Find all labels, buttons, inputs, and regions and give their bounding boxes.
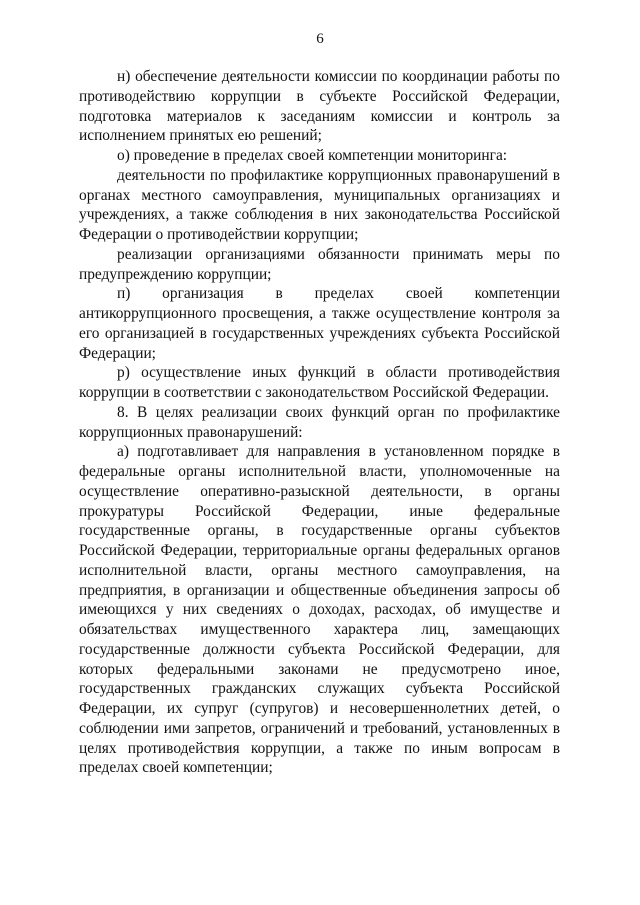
paragraph-o-monitoring: о) проведение в пределах своей компетенции мониторинга:	[117, 147, 508, 164]
paragraph-n-commission-activity: н) обеспечение деятельности комиссии по координации работы по противодействию коррупции в субъекте Российской Федерации, подготовка материалов к заседаниям комиссии и контроль за исполнением принятых ею решений;	[79, 68, 560, 145]
paragraph-r-other-functions: р) осуществление иных функций в области противодействия коррупции в соответствии с законодательством Российской Федерации.	[79, 364, 560, 401]
paragraph-p-anticorruption-education: п) организация в пределах своей компетенции антикоррупционного просвещения, а также осуществление контроля за его организацией в государственных учреждениях субъекта Российской Федерации;	[79, 285, 560, 362]
page-number: 6	[316, 31, 324, 47]
paragraph-8-intro: 8. В целях реализации своих функций орган по профилактике коррупционных правонарушений:	[79, 403, 560, 441]
paragraph-a-requests: а) подготавливает для направления в установленном порядке в федеральные органы исполнительной власти, уполномоченные на осуществление оперативно-разыскной деятельности, в органы прокуратуры Российской Федерации, иные федеральные государственные органы, в государственные органы субъектов Российской Федерации, территориальные органы федеральных органов исполнительной власти, органы местного самоуправления, на предприятия, в организации и общественные объединения запросы об имеющихся у них сведениях о доходах, расходах, об имуществе и обязательствах имущественного характера лиц, замещающих государственные должности субъекта Российской Федерации, для которых федеральными законами не предусмотрено иное, государственных гражданских служащих субъекта Российской Федерации, их супруг (супругов) и несовершеннолетних детей, о соблюдении ими запретов, ограничений и требований, установленных в целях противодействия коррупции, а также по иным вопросам в пределах своей компетенции;	[79, 443, 560, 777]
document-body	[79, 67, 560, 778]
paragraph-monitoring-local-government: деятельности по профилактике коррупционных правонарушений в органах местного самоуправления, муниципальных организациях и учреждениях, а также соблюдения в них законодательства Российской Федерации о противодействии коррупции;	[79, 166, 560, 243]
paragraph-monitoring-organizations: реализации организациями обязанности принимать меры по предупреждению коррупции;	[79, 245, 560, 283]
